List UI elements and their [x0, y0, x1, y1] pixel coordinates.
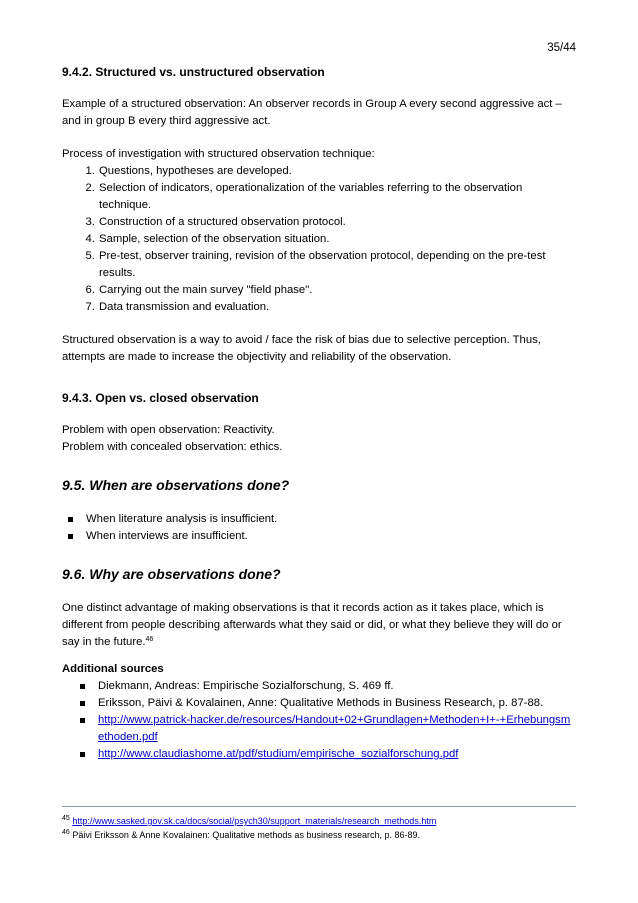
section-heading-9-5: 9.5. When are observations done? [62, 477, 290, 493]
concealed-observation-line: Problem with concealed observation: ethics. [62, 441, 283, 453]
footnotes [62, 814, 576, 842]
sources-list [62, 678, 576, 763]
additional-sources-heading: Additional sources [62, 663, 164, 675]
why-paragraph: One distinct advantage of making observations is that it records action as it takes place, which is different from people describing afterwards what they said or did, or what they believe they will do or say in the future.$^{46}$ [62, 602, 562, 648]
when-bullets [62, 511, 576, 545]
summary-paragraph: Structured observation is a way to avoid / face the risk of bias due to selective perception. Thus, attempts are made to increase the objectivity and reliability of the observation. [62, 334, 541, 363]
footnote-ref-46[interactable]: 46 [145, 636, 154, 643]
list-item: Eriksson, Päivi & Kovalainen, Anne: Qualitative Methods in Business Research, p. 87-88. [80, 695, 576, 712]
list-item: When interviews are insufficient. [68, 528, 576, 545]
list-item: Diekmann, Andreas: Empirische Sozialforschung, S. 469 ff. [80, 678, 576, 695]
process-steps-list [62, 163, 576, 316]
list-item: 6. Carrying out the main survey "field phase". [98, 282, 576, 299]
section-heading-9-4-2: 9.4.2. Structured vs. unstructured observation [62, 65, 325, 79]
list-item: 1. Questions, hypotheses are developed. [98, 163, 576, 180]
footnote-45: $^{45}$ http://www.sasked.gov.sk.ca/docs/social/psych30/support_materials/research_methods.htm [62, 815, 437, 826]
list-item: When literature analysis is insufficient. [68, 511, 576, 528]
page-body [62, 64, 576, 763]
patrick-hacker-link[interactable]: http://www.patrick-hacker.de/resources/Handout+02+Grundlagen+Methoden+I+-+Erhebungsmethoden.pdf [98, 714, 571, 743]
list-item [80, 746, 576, 763]
sasked-link[interactable]: http://www.sasked.gov.sk.ca/docs/social/psych30/support_materials/research_methods.htm [72, 816, 437, 826]
list-item: 5. Pre-test, observer training, revision of the observation protocol, depending on the pre-test results. [98, 248, 576, 282]
footnote-46: $^{46}$ Päivi Eriksson & Anne Kovalainen: Qualitative methods as business research, p. 86-89. [62, 829, 421, 840]
list-item: 7. Data transmission and evaluation. [98, 299, 576, 316]
section-heading-9-4-3: 9.4.3. Open vs. closed observation [62, 391, 259, 405]
open-observation-line: Problem with open observation: Reactivity. [62, 424, 275, 436]
list-item: 4. Sample, selection of the observation situation. [98, 231, 576, 248]
page-number: 35/44 [547, 42, 576, 54]
list-item: 3. Construction of a structured observation protocol. [98, 214, 576, 231]
process-intro: Process of investigation with structured observation technique: [62, 148, 375, 160]
claudiashome-link[interactable]: http://www.claudiashome.at/pdf/studium/empirische_sozialforschung.pdf [98, 748, 459, 760]
list-item: 2. Selection of indicators, operationalization of the variables referring to the observation technique. [98, 180, 576, 214]
section-heading-9-6: 9.6. Why are observations done? [62, 566, 281, 582]
example-paragraph: Example of a structured observation: An observer records in Group A every second aggressive act – and in group B every third aggressive act. [62, 98, 562, 127]
list-item [80, 712, 576, 746]
footnote-divider [62, 806, 576, 807]
